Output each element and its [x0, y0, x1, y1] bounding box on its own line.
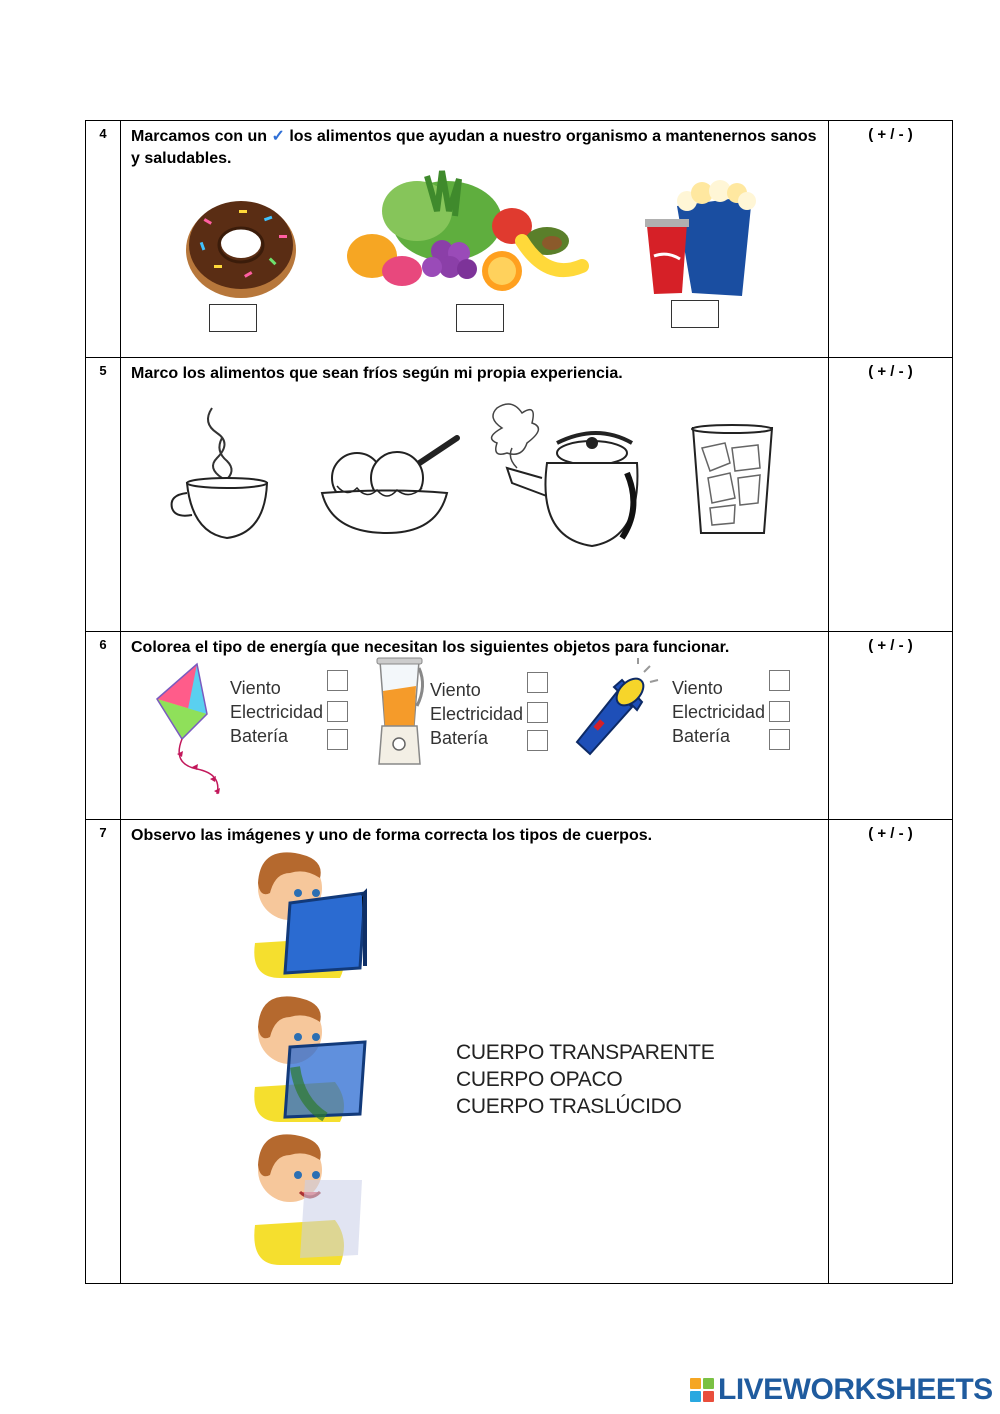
answer-box-fruits[interactable] [456, 304, 504, 332]
question-content [122, 632, 827, 819]
checkbox-bateria-2[interactable] [527, 730, 548, 751]
fruits-vegetables-icon [347, 171, 587, 291]
label-cuerpo-opaco: CUERPO OPACO [456, 1068, 623, 1091]
option-electricidad-1: Electricidad [230, 702, 324, 722]
flashlight-icon [572, 662, 662, 757]
question-number: 5 [86, 358, 121, 631]
checkbox-bateria-1[interactable] [327, 729, 348, 750]
donut-icon [184, 195, 299, 300]
question-text: Colorea el tipo de energía que necesitan los siguientes objetos para funcionar. [131, 639, 730, 656]
checkbox-viento-2[interactable] [527, 672, 548, 693]
checkbox-electricidad-2[interactable] [527, 702, 548, 723]
boy-transparent-board-icon[interactable] [250, 1130, 365, 1265]
logo-text: LIVEWORKSHEETS [718, 1373, 993, 1406]
blender-icon [372, 656, 427, 768]
soda-popcorn-icon [642, 181, 762, 301]
label-cuerpo-transparente: CUERPO TRANSPARENTE [456, 1041, 715, 1064]
question-row-6 [86, 632, 952, 820]
worksheet-table [85, 120, 953, 1284]
option-viento-1: Viento [230, 678, 281, 698]
answer-box-donut[interactable] [209, 304, 257, 332]
question-row-4 [86, 121, 952, 358]
option-electricidad-2: Electricidad [430, 704, 524, 724]
question-number: 4 [86, 121, 121, 357]
question-number: 6 [86, 632, 121, 819]
option-bateria-1: Batería [230, 726, 289, 746]
ice-water-glass-icon[interactable] [690, 423, 775, 538]
score-cell: ( + / - ) [828, 358, 952, 631]
option-viento-3: Viento [672, 678, 723, 698]
logo-tile-icon [690, 1378, 714, 1402]
check-mark-icon: ✓ [271, 128, 285, 145]
question-row-7 [86, 820, 952, 1283]
question-text: Observo las imágenes y uno de forma correcta los tipos de cuerpos. [131, 827, 653, 844]
hot-cup-icon[interactable] [167, 403, 272, 543]
question-row-5 [86, 358, 952, 632]
steaming-kettle-icon[interactable] [482, 398, 642, 553]
checkbox-viento-1[interactable] [327, 670, 348, 691]
ice-cream-bowl-icon[interactable] [317, 428, 467, 538]
liveworksheets-logo[interactable] [690, 1373, 993, 1407]
question-content [122, 820, 827, 1283]
option-bateria-2: Batería [430, 728, 489, 748]
checkbox-viento-3[interactable] [769, 670, 790, 691]
checkbox-electricidad-1[interactable] [327, 701, 348, 722]
question-content [122, 358, 827, 631]
question-content [122, 121, 827, 357]
kite-icon [152, 664, 242, 799]
question-text: Marco los alimentos que sean fríos según mi propia experiencia. [131, 365, 623, 382]
option-bateria-3: Batería [672, 726, 731, 746]
answer-box-soda[interactable] [671, 300, 719, 328]
score-cell: ( + / - ) [828, 632, 952, 819]
checkbox-electricidad-3[interactable] [769, 701, 790, 722]
checkbox-bateria-3[interactable] [769, 729, 790, 750]
label-cuerpo-traslucido: CUERPO TRASLÚCIDO [456, 1095, 682, 1118]
boy-translucent-board-icon[interactable] [250, 992, 365, 1122]
option-viento-2: Viento [430, 680, 481, 700]
question-number: 7 [86, 820, 121, 1283]
score-cell: ( + / - ) [828, 121, 952, 357]
score-cell: ( + / - ) [828, 820, 952, 1283]
boy-opaque-board-icon[interactable] [250, 848, 365, 978]
option-electricidad-3: Electricidad [672, 702, 766, 722]
question-text: Marcamos con un ✓ los alimentos que ayudan a nuestro organismo a mantenernos sanos y saludables. [131, 128, 817, 167]
